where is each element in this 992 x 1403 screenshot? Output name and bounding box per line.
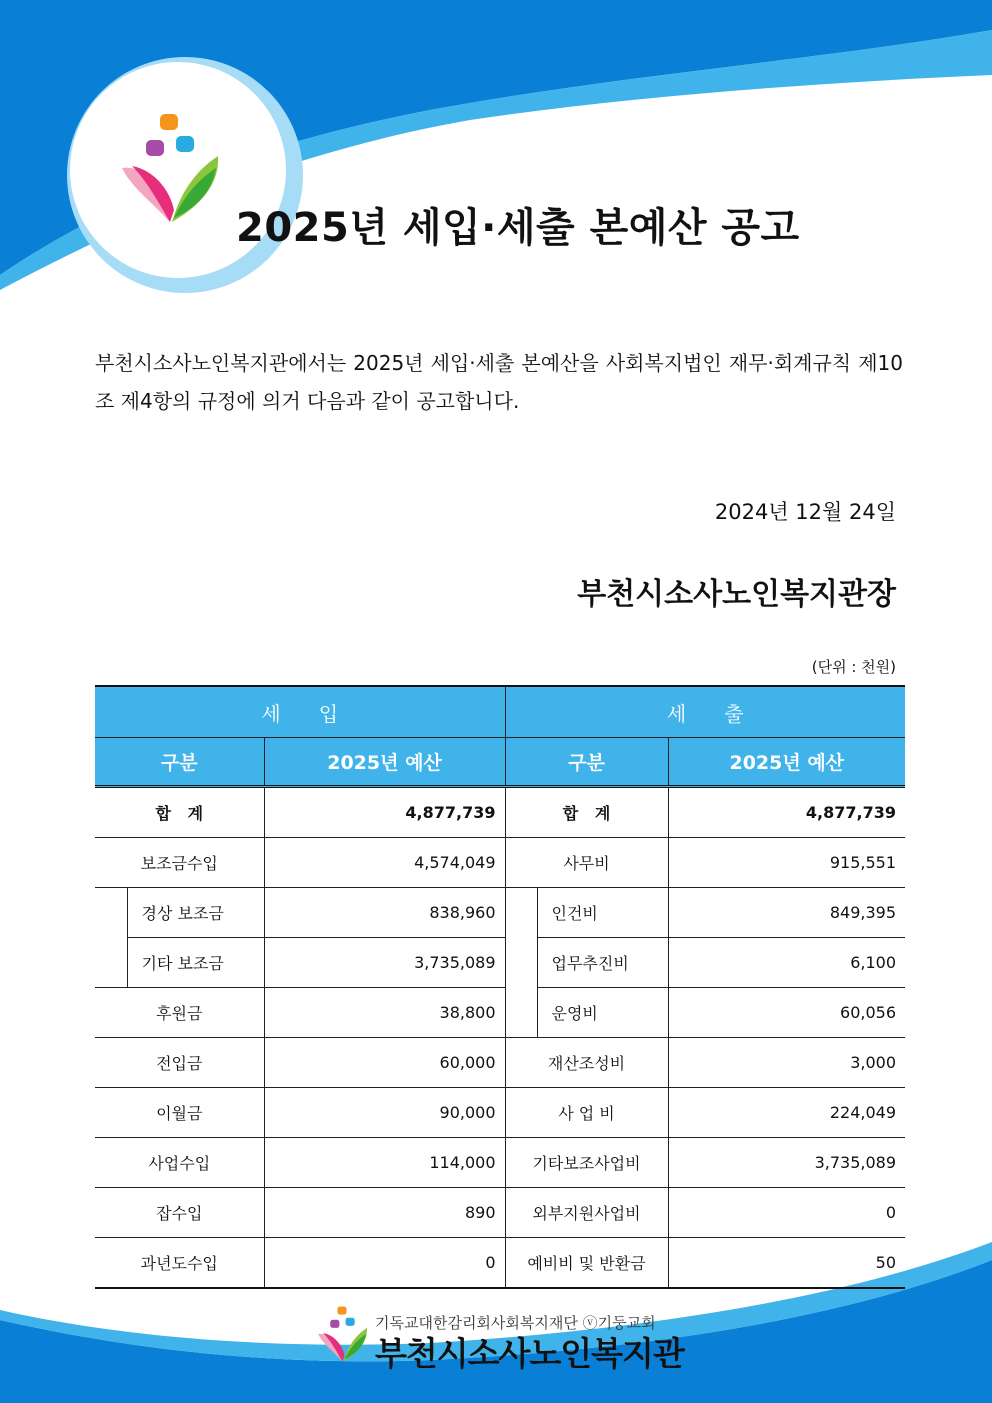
revenue-label: 잡수입 xyxy=(95,1188,264,1238)
expense-label: 예비비 및 반환금 xyxy=(505,1238,668,1289)
expense-value: 915,551 xyxy=(668,838,905,888)
revenue-label: 후원금 xyxy=(95,988,264,1038)
table-row xyxy=(95,1238,905,1289)
expense-label: 운영비 xyxy=(537,988,668,1038)
table-row xyxy=(95,1138,905,1188)
table-row xyxy=(95,938,905,988)
table-row xyxy=(95,988,905,1038)
intro-text: 부천시소사노인복지관에서는 2025년 세입·세출 본예산을 사회복지법인 재무·회계규칙 제10조 제4항의 규정에 의거 다음과 같이 공고합니다. xyxy=(95,351,903,413)
expense-value: 60,056 xyxy=(668,988,905,1038)
revenue-label: 보조금수입 xyxy=(95,838,264,888)
table-row xyxy=(95,1038,905,1088)
expense-value: 6,100 xyxy=(668,938,905,988)
expense-budget-header: 2025년 예산 xyxy=(668,738,905,787)
revenue-label: 사업수입 xyxy=(95,1138,264,1188)
budget-table xyxy=(95,685,905,1289)
expense-label: 외부지원사업비 xyxy=(505,1188,668,1238)
footer-org-name: 부천시소사노인복지관 xyxy=(375,1334,684,1373)
revenue-value: 114,000 xyxy=(264,1138,505,1188)
revenue-label: 이월금 xyxy=(95,1088,264,1138)
revenue-category-header: 구분 xyxy=(95,738,264,787)
signatory: 부천시소사노인복지관장 xyxy=(577,577,896,612)
page-title: 2025년 세입·세출 본예산 공고 xyxy=(236,205,800,251)
table-row xyxy=(95,838,905,888)
revenue-value: 890 xyxy=(264,1188,505,1238)
expense-value: 4,877,739 xyxy=(668,787,905,838)
revenue-value: 38,800 xyxy=(264,988,505,1038)
revenue-value: 4,574,049 xyxy=(264,838,505,888)
expense-value: 50 xyxy=(668,1238,905,1289)
expense-label: 사 업 비 xyxy=(505,1088,668,1138)
expense-label: 합 계 xyxy=(505,787,668,838)
table-subheader-row xyxy=(95,738,905,787)
table-row xyxy=(95,1188,905,1238)
revenue-value: 60,000 xyxy=(264,1038,505,1088)
expense-label: 인건비 xyxy=(537,888,668,938)
logo-icon xyxy=(118,110,228,230)
footer-logo-icon xyxy=(316,1304,372,1366)
footer-foundation: 기독교대한감리회사회복지재단 ⓥ기둥교회 xyxy=(375,1314,656,1332)
announcement-date: 2024년 12월 24일 xyxy=(714,500,896,524)
unit-label: (단위 : 천원) xyxy=(811,658,896,676)
revenue-value: 4,877,739 xyxy=(264,787,505,838)
revenue-header: 세 입 xyxy=(95,686,505,738)
expense-label: 기타보조사업비 xyxy=(505,1138,668,1188)
revenue-label: 과년도수입 xyxy=(95,1238,264,1289)
table-row xyxy=(95,888,905,938)
revenue-value: 90,000 xyxy=(264,1088,505,1138)
expense-value: 0 xyxy=(668,1188,905,1238)
table-header-row xyxy=(95,686,905,738)
revenue-budget-header: 2025년 예산 xyxy=(264,738,505,787)
revenue-label: 전입금 xyxy=(95,1038,264,1088)
revenue-label: 기타 보조금 xyxy=(127,938,264,988)
expense-header: 세 출 xyxy=(505,686,905,738)
expense-label: 사무비 xyxy=(505,838,668,888)
expense-category-header: 구분 xyxy=(505,738,668,787)
expense-label: 업무추진비 xyxy=(537,938,668,988)
table-row xyxy=(95,787,905,838)
table-row xyxy=(95,1088,905,1138)
expense-value: 224,049 xyxy=(668,1088,905,1138)
revenue-label: 경상 보조금 xyxy=(127,888,264,938)
revenue-value: 0 xyxy=(264,1238,505,1289)
expense-label: 재산조성비 xyxy=(505,1038,668,1088)
revenue-value: 838,960 xyxy=(264,888,505,938)
revenue-label: 합 계 xyxy=(95,787,264,838)
revenue-value: 3,735,089 xyxy=(264,938,505,988)
expense-value: 3,735,089 xyxy=(668,1138,905,1188)
expense-value: 3,000 xyxy=(668,1038,905,1088)
expense-value: 849,395 xyxy=(668,888,905,938)
